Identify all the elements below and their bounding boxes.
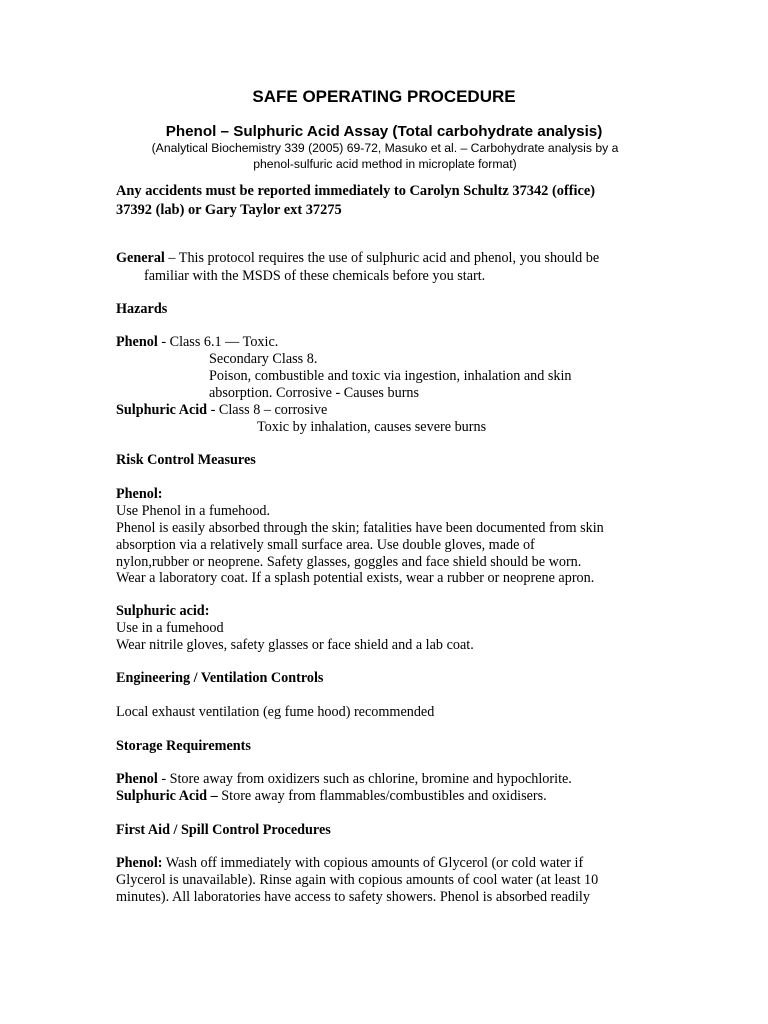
storage-heading: Storage Requirements xyxy=(116,738,251,754)
citation xyxy=(115,140,655,172)
hazard-acid xyxy=(116,402,327,419)
hazard-acid-class: - Class 8 – corrosive xyxy=(207,402,328,418)
risk-phenol-line: Use Phenol in a fumehood. xyxy=(116,503,271,519)
storage-acid-label: Sulphuric Acid – xyxy=(116,788,218,804)
general-text-continued: familiar with the MSDS of these chemicals before you start. xyxy=(144,268,486,284)
hazard-acid-detail: Toxic by inhalation, causes severe burns xyxy=(257,419,487,435)
warning-line: Any accidents must be reported immediately to Carolyn Schultz 37342 (office) xyxy=(116,183,596,199)
document-title: SAFE OPERATING PROCEDURE xyxy=(252,87,516,106)
risk-acid-line: Use in a fumehood xyxy=(116,620,224,636)
first-aid-phenol-label: Phenol: xyxy=(116,855,163,871)
first-aid-phenol-text: Wash off immediately with copious amounts of Glycerol (or cold water if xyxy=(162,855,584,871)
hazard-phenol-secondary: Secondary Class 8. xyxy=(209,351,318,367)
risk-phenol-line: nylon,rubber or neoprene. Safety glasses, goggles and face shield should be worn. xyxy=(116,554,582,570)
hazard-phenol-class: - Class 6.1 — Toxic. xyxy=(157,334,279,350)
hazard-acid-label: Sulphuric Acid xyxy=(116,402,208,418)
engineering-heading: Engineering / Ventilation Controls xyxy=(116,670,324,686)
hazard-phenol-detail: absorption. Corrosive - Causes burns xyxy=(209,385,420,401)
engineering-text: Local exhaust ventilation (eg fume hood) recommended xyxy=(116,704,435,720)
risk-phenol-line: absorption via a relatively small surface area. Use double gloves, made of xyxy=(116,537,535,553)
risk-acid-heading: Sulphuric acid: xyxy=(116,603,210,619)
risk-phenol-line: Wear a laboratory coat. If a splash potential exists, wear a rubber or neoprene apron. xyxy=(116,570,595,586)
risk-acid-line: Wear nitrile gloves, safety glasses or face shield and a lab coat. xyxy=(116,637,474,653)
general-text: – This protocol requires the use of sulphuric acid and phenol, you should be xyxy=(164,250,600,266)
storage-acid-text: Store away from flammables/combustibles and oxidisers. xyxy=(217,788,547,804)
warning-line: 37392 (lab) or Gary Taylor ext 37275 xyxy=(116,202,342,218)
accident-warning xyxy=(116,182,656,220)
first-aid-phenol xyxy=(116,855,583,872)
hazard-phenol-label: Phenol xyxy=(116,334,158,350)
first-aid-heading: First Aid / Spill Control Procedures xyxy=(116,822,331,838)
citation-line: (Analytical Biochemistry 339 (2005) 69-72, Masuko et al. – Carbohydrate analysis by a xyxy=(151,141,619,155)
hazards-heading: Hazards xyxy=(116,301,168,317)
hazard-phenol xyxy=(116,334,278,351)
risk-control-heading: Risk Control Measures xyxy=(116,452,256,468)
storage-phenol-label: Phenol xyxy=(116,771,158,787)
risk-phenol-heading: Phenol: xyxy=(116,486,163,502)
storage-phenol-text: - Store away from oxidizers such as chlorine, bromine and hypochlorite. xyxy=(157,771,572,787)
document-subtitle: Phenol – Sulphuric Acid Assay (Total carbohydrate analysis) xyxy=(165,123,603,140)
storage-acid xyxy=(116,788,547,805)
storage-phenol xyxy=(116,771,572,788)
first-aid-phenol-line: minutes). All laboratories have access to safety showers. Phenol is absorbed readily xyxy=(116,889,590,905)
hazard-phenol-detail: Poison, combustible and toxic via ingestion, inhalation and skin xyxy=(209,368,572,384)
general-label: General xyxy=(116,250,165,266)
general-paragraph xyxy=(116,250,599,267)
first-aid-phenol-line: Glycerol is unavailable). Rinse again with copious amounts of cool water (at least 10 xyxy=(116,872,599,888)
risk-phenol-line: Phenol is easily absorbed through the skin; fatalities have been documented from skin xyxy=(116,520,604,536)
citation-line: phenol-sulfuric acid method in microplate format) xyxy=(253,157,517,171)
